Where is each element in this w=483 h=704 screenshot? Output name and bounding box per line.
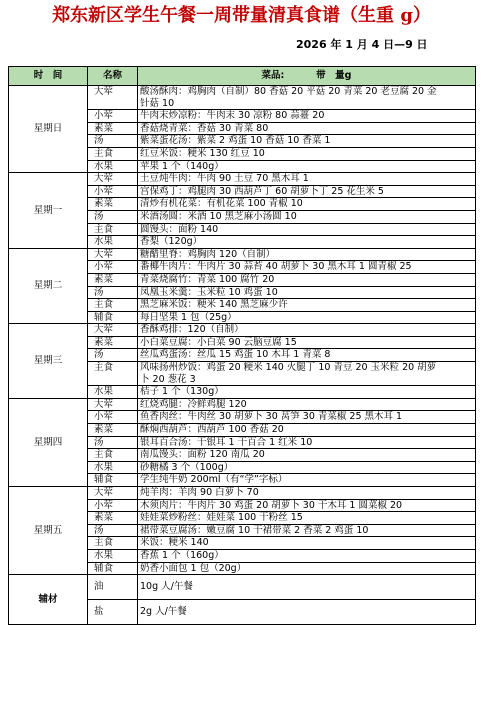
category-cell: 汤	[88, 286, 138, 299]
header-dish-prefix: 菜品:	[261, 70, 285, 82]
table-row	[9, 248, 476, 261]
dish-cell	[138, 524, 476, 537]
category-cell: 素菜	[88, 198, 138, 211]
category-cell: 汤	[88, 349, 138, 362]
dish-line: 酥焖西葫芦：西葫芦 100 香菇 20	[140, 424, 284, 436]
category-cell: 主食	[88, 449, 138, 462]
dish-cell	[138, 248, 476, 261]
category-cell: 小荤	[88, 185, 138, 198]
dish-line: 红豆米饭：粳米 130 红豆 10	[140, 147, 265, 159]
menu-table	[8, 66, 476, 625]
dish-line: 酸汤酥肉：鸡胸肉（自制）80 香菇 20 平菇 20 青菜 20 老豆腐 20 金	[140, 86, 437, 97]
dish-cell	[138, 110, 476, 123]
day-cell: 星期二	[9, 248, 88, 324]
dish-cell	[138, 499, 476, 512]
day-cell: 星期日	[9, 86, 88, 173]
category-cell: 小荤	[88, 110, 138, 123]
dish-cell	[138, 198, 476, 211]
category-cell: 辅食	[88, 311, 138, 324]
dish-line: 清炒有机花菜：有机花菜 100 青椒 10	[140, 198, 303, 210]
condiment-name: 盐	[88, 600, 138, 625]
category-cell: 大荤	[88, 487, 138, 500]
category-cell: 大荤	[88, 398, 138, 411]
condiment-value: 2g 人/午餐	[138, 600, 476, 625]
dish-cell	[138, 122, 476, 135]
dish-line: 鱼香肉丝：牛肉丝 30 胡萝卜 30 莴笋 30 青菜椒 25 黑木耳 1	[140, 411, 403, 423]
category-cell: 辅食	[88, 562, 138, 575]
dish-line: 红烧鸡腿：冷鲜鸡腿 120	[140, 398, 247, 410]
dish-cell	[138, 562, 476, 575]
category-cell: 素菜	[88, 424, 138, 437]
dish-line: 凤凰玉米羹：玉米粒 10 鸡蛋 10	[140, 286, 278, 298]
dish-cell	[138, 461, 476, 474]
dish-line: 番椰牛肉片：牛肉片 30 蒜苔 40 胡萝卜 30 黑木耳 1 圆青椒 25	[140, 261, 412, 273]
dish-line: 卜 20 葱花 3	[140, 373, 196, 385]
dish-cell	[138, 362, 476, 386]
category-cell: 汤	[88, 436, 138, 449]
dish-line: 糖醋里脊：鸡胸肉 120（自制）	[140, 248, 276, 260]
dish-cell	[138, 549, 476, 562]
dish-line: 黑芝麻米饭：粳米 140 黑芝麻少许	[140, 299, 288, 311]
dish-cell	[138, 324, 476, 337]
dish-line: 米饭：粳米 140	[140, 537, 209, 549]
day-cell: 星期三	[9, 324, 88, 399]
category-cell: 主食	[88, 147, 138, 160]
dish-cell	[138, 147, 476, 160]
dish-cell	[138, 286, 476, 299]
dish-line: 每日坚果 1 包（25g）	[140, 311, 237, 323]
dish-cell	[138, 512, 476, 525]
dish-line: 风味扬州炒饭：鸡蛋 20 粳米 140 火腿丁 10 青豆 20 玉米粒 20 胡萝	[140, 362, 437, 374]
condiment-name: 油	[88, 575, 138, 600]
dish-cell	[138, 261, 476, 274]
dish-cell	[138, 311, 476, 324]
dish-line: 木须肉片：牛肉片 30 鸡蛋 20 胡萝卜 30 干木耳 1 圆菜椒 20	[140, 499, 403, 511]
dish-line: 丝瓜鸡蛋汤：丝瓜 15 鸡蛋 10 木耳 1 青菜 8	[140, 349, 331, 361]
dish-cell	[138, 223, 476, 236]
dish-cell	[138, 487, 476, 500]
dish-line: 牛肉末炒凉粉：牛肉末 30 凉粉 80 蒜薹 20	[140, 110, 325, 122]
category-cell: 主食	[88, 362, 138, 386]
dish-line: 桔子 1 个（130g）	[140, 386, 224, 398]
category-cell: 水果	[88, 549, 138, 562]
table-header	[9, 67, 476, 86]
dish-cell	[138, 86, 476, 110]
category-cell: 小荤	[88, 499, 138, 512]
day-cell: 星期一	[9, 173, 88, 249]
dish-cell	[138, 173, 476, 186]
dish-cell	[138, 424, 476, 437]
condiment-row	[9, 575, 476, 600]
day-cell: 星期五	[9, 487, 88, 575]
category-cell: 主食	[88, 537, 138, 550]
table-row	[9, 86, 476, 110]
header-dish-suffix: 带 量g	[316, 70, 352, 82]
dish-cell	[138, 411, 476, 424]
category-cell: 主食	[88, 299, 138, 312]
dish-line: 裙带菜豆腐汤：嫩豆腐 10 干裙带菜 2 香菜 2 鸡蛋 10	[140, 524, 369, 536]
dish-cell	[138, 160, 476, 173]
category-cell: 水果	[88, 236, 138, 249]
category-cell: 汤	[88, 135, 138, 148]
dish-cell	[138, 273, 476, 286]
category-cell: 小荤	[88, 411, 138, 424]
category-cell: 大荤	[88, 324, 138, 337]
dish-line: 南瓜馒头：面粉 120 南瓜 20	[140, 449, 265, 461]
dish-line: 炖羊肉：羊肉 90 白萝卜 70	[140, 487, 259, 498]
dish-line: 学生纯牛奶 200ml（有“学”字标）	[140, 474, 288, 486]
category-cell: 汤	[88, 524, 138, 537]
category-cell: 汤	[88, 210, 138, 223]
menu-body	[9, 86, 476, 625]
dish-line: 宫保鸡丁：鸡腿肉 30 西葫芦丁 60 胡萝卜丁 25 花生米 5	[140, 185, 384, 197]
category-cell: 小荤	[88, 261, 138, 274]
dish-cell	[138, 386, 476, 399]
category-cell: 水果	[88, 160, 138, 173]
dish-cell	[138, 135, 476, 148]
table-row	[9, 487, 476, 500]
category-cell: 大荤	[88, 86, 138, 110]
table-row	[9, 398, 476, 411]
dish-line: 圆馒头：面粉 140	[140, 223, 219, 235]
dish-cell	[138, 436, 476, 449]
header-time: 时 间	[9, 67, 88, 86]
dish-line: 香菇烧青菜：香菇 30 青菜 80	[140, 122, 269, 134]
dish-cell	[138, 336, 476, 349]
dish-line: 奶香小面包 1 包（20g）	[140, 562, 247, 574]
dish-line: 娃娃菜炒粉丝：娃娃菜 100 干粉丝 15	[140, 512, 303, 524]
dish-cell	[138, 398, 476, 411]
table-row	[9, 173, 476, 186]
dish-line: 小白菜豆腐：小白菜 90 云脑豆腐 15	[140, 336, 297, 348]
dish-line: 紫菜蛋花汤：紫菜 2 鸡蛋 10 香菇 10 香菜 1	[140, 135, 331, 147]
dish-line: 香酥鸡排：120（自制）	[140, 324, 244, 336]
dish-cell	[138, 299, 476, 312]
category-cell: 素菜	[88, 273, 138, 286]
dish-cell	[138, 349, 476, 362]
category-cell: 素菜	[88, 122, 138, 135]
header-dish	[138, 67, 476, 86]
dish-cell	[138, 210, 476, 223]
dish-line: 香梨（120g）	[140, 236, 203, 248]
category-cell: 素菜	[88, 512, 138, 525]
condiment-label: 辅材	[9, 575, 88, 625]
category-cell: 水果	[88, 461, 138, 474]
dish-cell	[138, 537, 476, 550]
table-row	[9, 324, 476, 337]
dish-line: 米酒汤圆：米酒 10 黑芝麻小汤圆 10	[140, 210, 297, 222]
category-cell: 素菜	[88, 336, 138, 349]
dish-line: 砂糖橘 3 个（100g）	[140, 461, 234, 473]
dish-cell	[138, 236, 476, 249]
dish-cell	[138, 185, 476, 198]
category-cell: 大荤	[88, 248, 138, 261]
dish-line: 苹果 1 个（140g）	[140, 160, 224, 172]
page-title: 郑东新区学生午餐一周带量清真食谱（生重 g）	[52, 5, 431, 26]
day-cell: 星期四	[9, 398, 88, 486]
category-cell: 大荤	[88, 173, 138, 186]
dish-line: 银耳百合汤：干银耳 1 干百合 1 红米 10	[140, 436, 313, 448]
dish-line: 土豆炖牛肉：牛肉 90 土豆 70 黑木耳 1	[140, 173, 309, 185]
date-range: 2026 年 1 月 4 日—9 日	[296, 38, 428, 51]
dish-cell	[138, 474, 476, 487]
dish-line: 青菜烧腐竹：青菜 100 腐竹 20	[140, 273, 275, 285]
dish-line: 香蕉 1 个（160g）	[140, 549, 224, 561]
dish-line: 针菇 10	[140, 97, 175, 109]
dish-cell	[138, 449, 476, 462]
category-cell: 主食	[88, 223, 138, 236]
category-cell: 水果	[88, 386, 138, 399]
condiment-value: 10g 人/午餐	[138, 575, 476, 600]
category-cell: 辅食	[88, 474, 138, 487]
header-name: 名称	[88, 67, 138, 86]
